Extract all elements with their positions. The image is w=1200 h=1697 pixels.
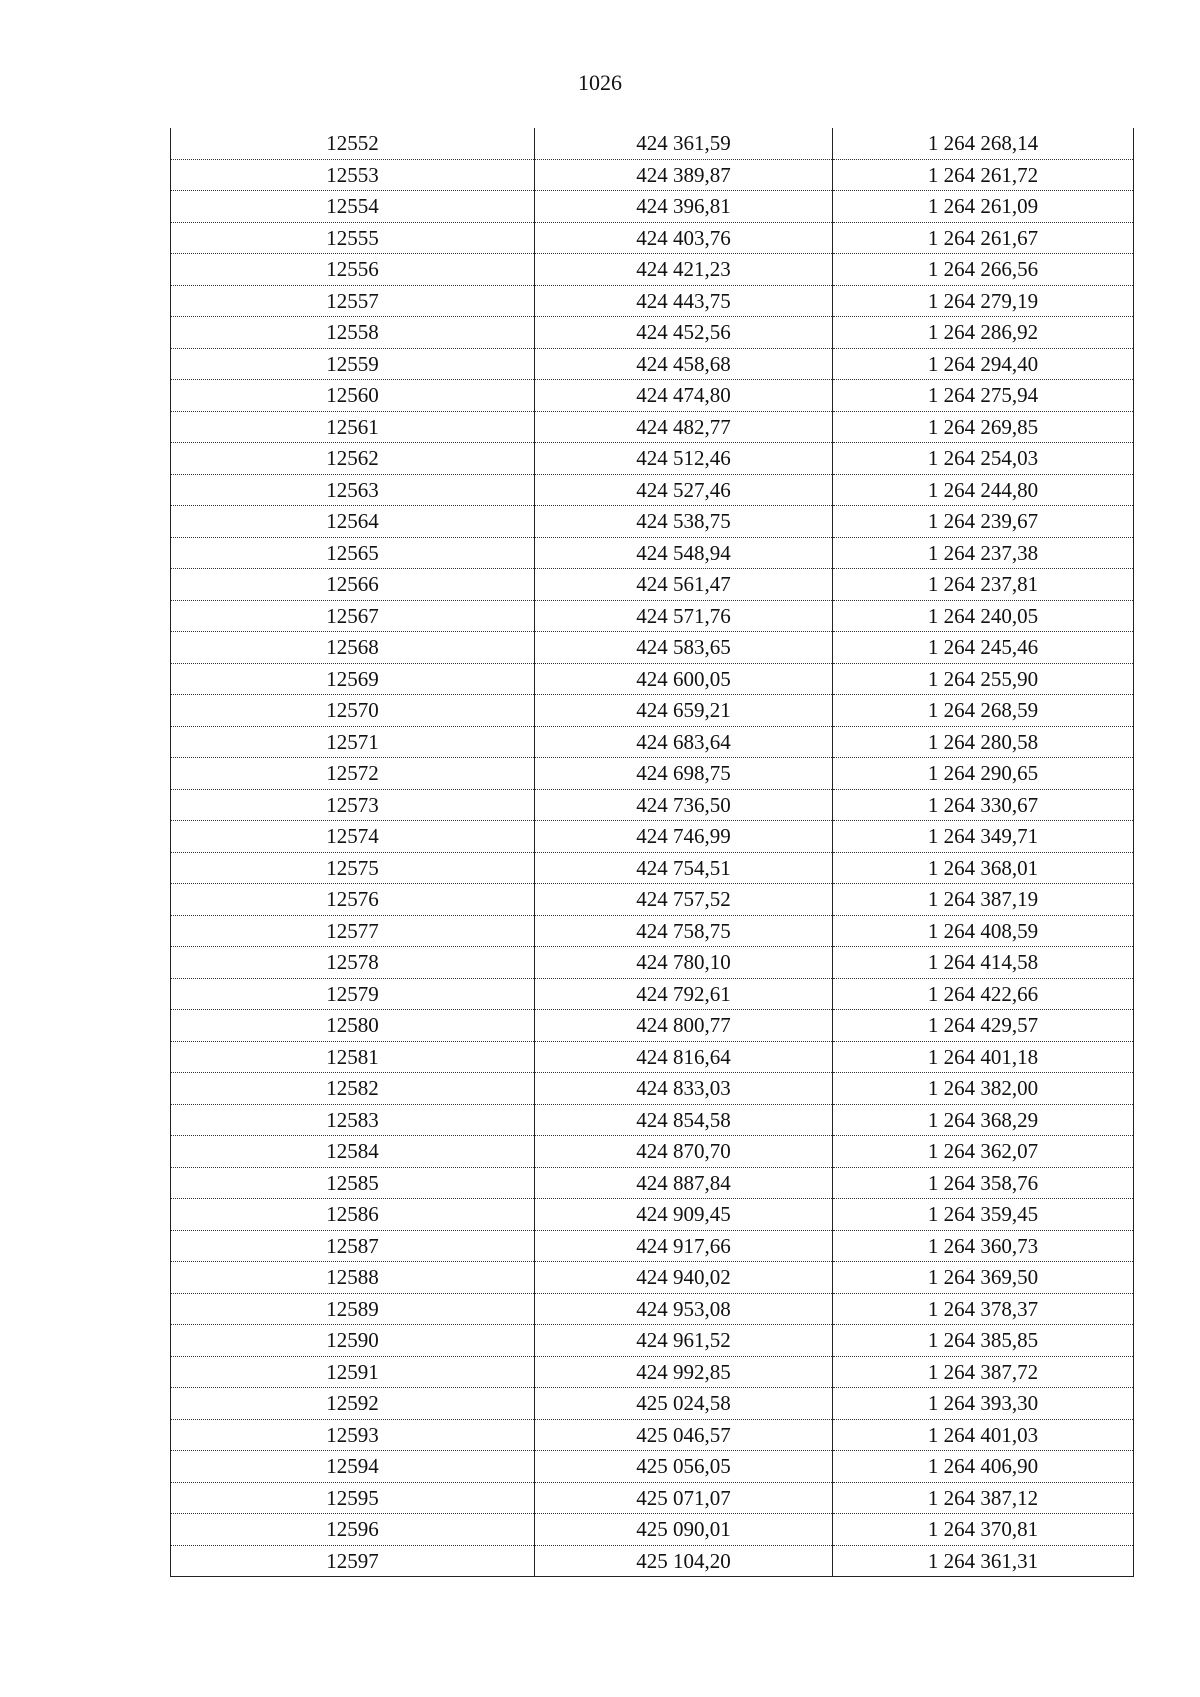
y-coordinate-cell: 1 264 378,37 [833,1293,1134,1325]
table-row [171,1073,1134,1105]
point-number-cell: 12589 [171,1293,535,1325]
x-coordinate-cell: 424 800,77 [535,1010,833,1042]
y-coordinate-cell: 1 264 401,03 [833,1419,1134,1451]
table-row [171,947,1134,979]
x-coordinate-cell: 424 421,23 [535,254,833,286]
table-row [171,506,1134,538]
y-coordinate-cell: 1 264 408,59 [833,915,1134,947]
y-coordinate-cell: 1 264 406,90 [833,1451,1134,1483]
table-row [171,1230,1134,1262]
x-coordinate-cell: 424 659,21 [535,695,833,727]
table-row [171,254,1134,286]
x-coordinate-cell: 424 403,76 [535,222,833,254]
y-coordinate-cell: 1 264 370,81 [833,1514,1134,1546]
x-coordinate-cell: 424 887,84 [535,1167,833,1199]
coordinates-table-body [171,128,1134,1577]
y-coordinate-cell: 1 264 361,31 [833,1545,1134,1577]
table-row [171,1388,1134,1420]
x-coordinate-cell: 424 961,52 [535,1325,833,1357]
table-row [171,569,1134,601]
table-row [171,1136,1134,1168]
page-number: 1026 [578,70,622,95]
y-coordinate-cell: 1 264 387,72 [833,1356,1134,1388]
table-row [171,443,1134,475]
x-coordinate-cell: 424 909,45 [535,1199,833,1231]
y-coordinate-cell: 1 264 280,58 [833,726,1134,758]
y-coordinate-cell: 1 264 279,19 [833,285,1134,317]
point-number-cell: 12562 [171,443,535,475]
x-coordinate-cell: 424 396,81 [535,191,833,223]
y-coordinate-cell: 1 264 393,30 [833,1388,1134,1420]
table-row [171,1482,1134,1514]
y-coordinate-cell: 1 264 245,46 [833,632,1134,664]
point-number-cell: 12553 [171,159,535,191]
point-number-cell: 12580 [171,1010,535,1042]
table-row [171,222,1134,254]
y-coordinate-cell: 1 264 368,29 [833,1104,1134,1136]
y-coordinate-cell: 1 264 330,67 [833,789,1134,821]
table-row [171,1041,1134,1073]
y-coordinate-cell: 1 264 368,01 [833,852,1134,884]
x-coordinate-cell: 424 683,64 [535,726,833,758]
y-coordinate-cell: 1 264 429,57 [833,1010,1134,1042]
table-row [171,285,1134,317]
point-number-cell: 12586 [171,1199,535,1231]
table-row [171,1451,1134,1483]
x-coordinate-cell: 424 538,75 [535,506,833,538]
table-row [171,663,1134,695]
table-row [171,191,1134,223]
y-coordinate-cell: 1 264 269,85 [833,411,1134,443]
table-row [171,726,1134,758]
point-number-cell: 12597 [171,1545,535,1577]
point-number-cell: 12593 [171,1419,535,1451]
x-coordinate-cell: 424 600,05 [535,663,833,695]
point-number-cell: 12554 [171,191,535,223]
y-coordinate-cell: 1 264 387,12 [833,1482,1134,1514]
point-number-cell: 12563 [171,474,535,506]
x-coordinate-cell: 424 583,65 [535,632,833,664]
table-row [171,821,1134,853]
x-coordinate-cell: 424 992,85 [535,1356,833,1388]
y-coordinate-cell: 1 264 237,81 [833,569,1134,601]
point-number-cell: 12578 [171,947,535,979]
point-number-cell: 12583 [171,1104,535,1136]
x-coordinate-cell: 424 917,66 [535,1230,833,1262]
table-row [171,1514,1134,1546]
x-coordinate-cell: 424 571,76 [535,600,833,632]
point-number-cell: 12584 [171,1136,535,1168]
x-coordinate-cell: 424 833,03 [535,1073,833,1105]
x-coordinate-cell: 424 757,52 [535,884,833,916]
point-number-cell: 12576 [171,884,535,916]
x-coordinate-cell: 424 698,75 [535,758,833,790]
table-row [171,695,1134,727]
table-row [171,789,1134,821]
table-row [171,1545,1134,1577]
x-coordinate-cell: 424 443,75 [535,285,833,317]
table-row [171,884,1134,916]
x-coordinate-cell: 424 816,64 [535,1041,833,1073]
table-row [171,411,1134,443]
point-number-cell: 12560 [171,380,535,412]
point-number-cell: 12573 [171,789,535,821]
y-coordinate-cell: 1 264 254,03 [833,443,1134,475]
x-coordinate-cell: 425 046,57 [535,1419,833,1451]
point-number-cell: 12565 [171,537,535,569]
y-coordinate-cell: 1 264 240,05 [833,600,1134,632]
y-coordinate-cell: 1 264 268,59 [833,695,1134,727]
y-coordinate-cell: 1 264 385,85 [833,1325,1134,1357]
x-coordinate-cell: 424 854,58 [535,1104,833,1136]
x-coordinate-cell: 425 071,07 [535,1482,833,1514]
x-coordinate-cell: 424 940,02 [535,1262,833,1294]
x-coordinate-cell: 424 361,59 [535,128,833,159]
table-row [171,1262,1134,1294]
x-coordinate-cell: 425 090,01 [535,1514,833,1546]
y-coordinate-cell: 1 264 268,14 [833,128,1134,159]
y-coordinate-cell: 1 264 422,66 [833,978,1134,1010]
point-number-cell: 12555 [171,222,535,254]
point-number-cell: 12570 [171,695,535,727]
y-coordinate-cell: 1 264 244,80 [833,474,1134,506]
table-row [171,1356,1134,1388]
x-coordinate-cell: 424 561,47 [535,569,833,601]
point-number-cell: 12581 [171,1041,535,1073]
y-coordinate-cell: 1 264 360,73 [833,1230,1134,1262]
x-coordinate-cell: 424 512,46 [535,443,833,475]
point-number-cell: 12588 [171,1262,535,1294]
x-coordinate-cell: 424 482,77 [535,411,833,443]
point-number-cell: 12582 [171,1073,535,1105]
x-coordinate-cell: 424 452,56 [535,317,833,349]
point-number-cell: 12574 [171,821,535,853]
table-row [171,915,1134,947]
table-row [171,1293,1134,1325]
y-coordinate-cell: 1 264 261,67 [833,222,1134,254]
point-number-cell: 12596 [171,1514,535,1546]
x-coordinate-cell: 424 474,80 [535,380,833,412]
y-coordinate-cell: 1 264 349,71 [833,821,1134,853]
table-row [171,1419,1134,1451]
table-row [171,1325,1134,1357]
point-number-cell: 12568 [171,632,535,664]
point-number-cell: 12561 [171,411,535,443]
y-coordinate-cell: 1 264 290,65 [833,758,1134,790]
point-number-cell: 12592 [171,1388,535,1420]
y-coordinate-cell: 1 264 362,07 [833,1136,1134,1168]
x-coordinate-cell: 424 389,87 [535,159,833,191]
x-coordinate-cell: 424 870,70 [535,1136,833,1168]
point-number-cell: 12564 [171,506,535,538]
y-coordinate-cell: 1 264 237,38 [833,537,1134,569]
point-number-cell: 12587 [171,1230,535,1262]
x-coordinate-cell: 424 548,94 [535,537,833,569]
y-coordinate-cell: 1 264 261,72 [833,159,1134,191]
x-coordinate-cell: 425 104,20 [535,1545,833,1577]
y-coordinate-cell: 1 264 286,92 [833,317,1134,349]
table-row [171,632,1134,664]
x-coordinate-cell: 424 754,51 [535,852,833,884]
table-row [171,380,1134,412]
x-coordinate-cell: 424 792,61 [535,978,833,1010]
table-row [171,159,1134,191]
table-row [171,128,1134,159]
table-row [171,1167,1134,1199]
point-number-cell: 12557 [171,285,535,317]
point-number-cell: 12585 [171,1167,535,1199]
x-coordinate-cell: 424 953,08 [535,1293,833,1325]
table-row [171,537,1134,569]
table-row [171,474,1134,506]
table-row [171,758,1134,790]
x-coordinate-cell: 424 780,10 [535,947,833,979]
y-coordinate-cell: 1 264 255,90 [833,663,1134,695]
point-number-cell: 12595 [171,1482,535,1514]
point-number-cell: 12577 [171,915,535,947]
y-coordinate-cell: 1 264 414,58 [833,947,1134,979]
y-coordinate-cell: 1 264 382,00 [833,1073,1134,1105]
coordinates-table [170,128,1134,1577]
point-number-cell: 12590 [171,1325,535,1357]
point-number-cell: 12556 [171,254,535,286]
table-row [171,317,1134,349]
y-coordinate-cell: 1 264 359,45 [833,1199,1134,1231]
point-number-cell: 12552 [171,128,535,159]
y-coordinate-cell: 1 264 261,09 [833,191,1134,223]
x-coordinate-cell: 425 056,05 [535,1451,833,1483]
x-coordinate-cell: 424 736,50 [535,789,833,821]
y-coordinate-cell: 1 264 387,19 [833,884,1134,916]
point-number-cell: 12566 [171,569,535,601]
table-row [171,1104,1134,1136]
point-number-cell: 12579 [171,978,535,1010]
point-number-cell: 12591 [171,1356,535,1388]
y-coordinate-cell: 1 264 294,40 [833,348,1134,380]
point-number-cell: 12572 [171,758,535,790]
point-number-cell: 12558 [171,317,535,349]
x-coordinate-cell: 425 024,58 [535,1388,833,1420]
table-row [171,852,1134,884]
x-coordinate-cell: 424 458,68 [535,348,833,380]
x-coordinate-cell: 424 758,75 [535,915,833,947]
table-row [171,1199,1134,1231]
table-row [171,348,1134,380]
x-coordinate-cell: 424 527,46 [535,474,833,506]
table-row [171,1010,1134,1042]
point-number-cell: 12575 [171,852,535,884]
point-number-cell: 12594 [171,1451,535,1483]
x-coordinate-cell: 424 746,99 [535,821,833,853]
y-coordinate-cell: 1 264 401,18 [833,1041,1134,1073]
table-row [171,600,1134,632]
point-number-cell: 12571 [171,726,535,758]
y-coordinate-cell: 1 264 266,56 [833,254,1134,286]
y-coordinate-cell: 1 264 369,50 [833,1262,1134,1294]
y-coordinate-cell: 1 264 239,67 [833,506,1134,538]
point-number-cell: 12569 [171,663,535,695]
point-number-cell: 12567 [171,600,535,632]
table-row [171,978,1134,1010]
y-coordinate-cell: 1 264 358,76 [833,1167,1134,1199]
point-number-cell: 12559 [171,348,535,380]
y-coordinate-cell: 1 264 275,94 [833,380,1134,412]
